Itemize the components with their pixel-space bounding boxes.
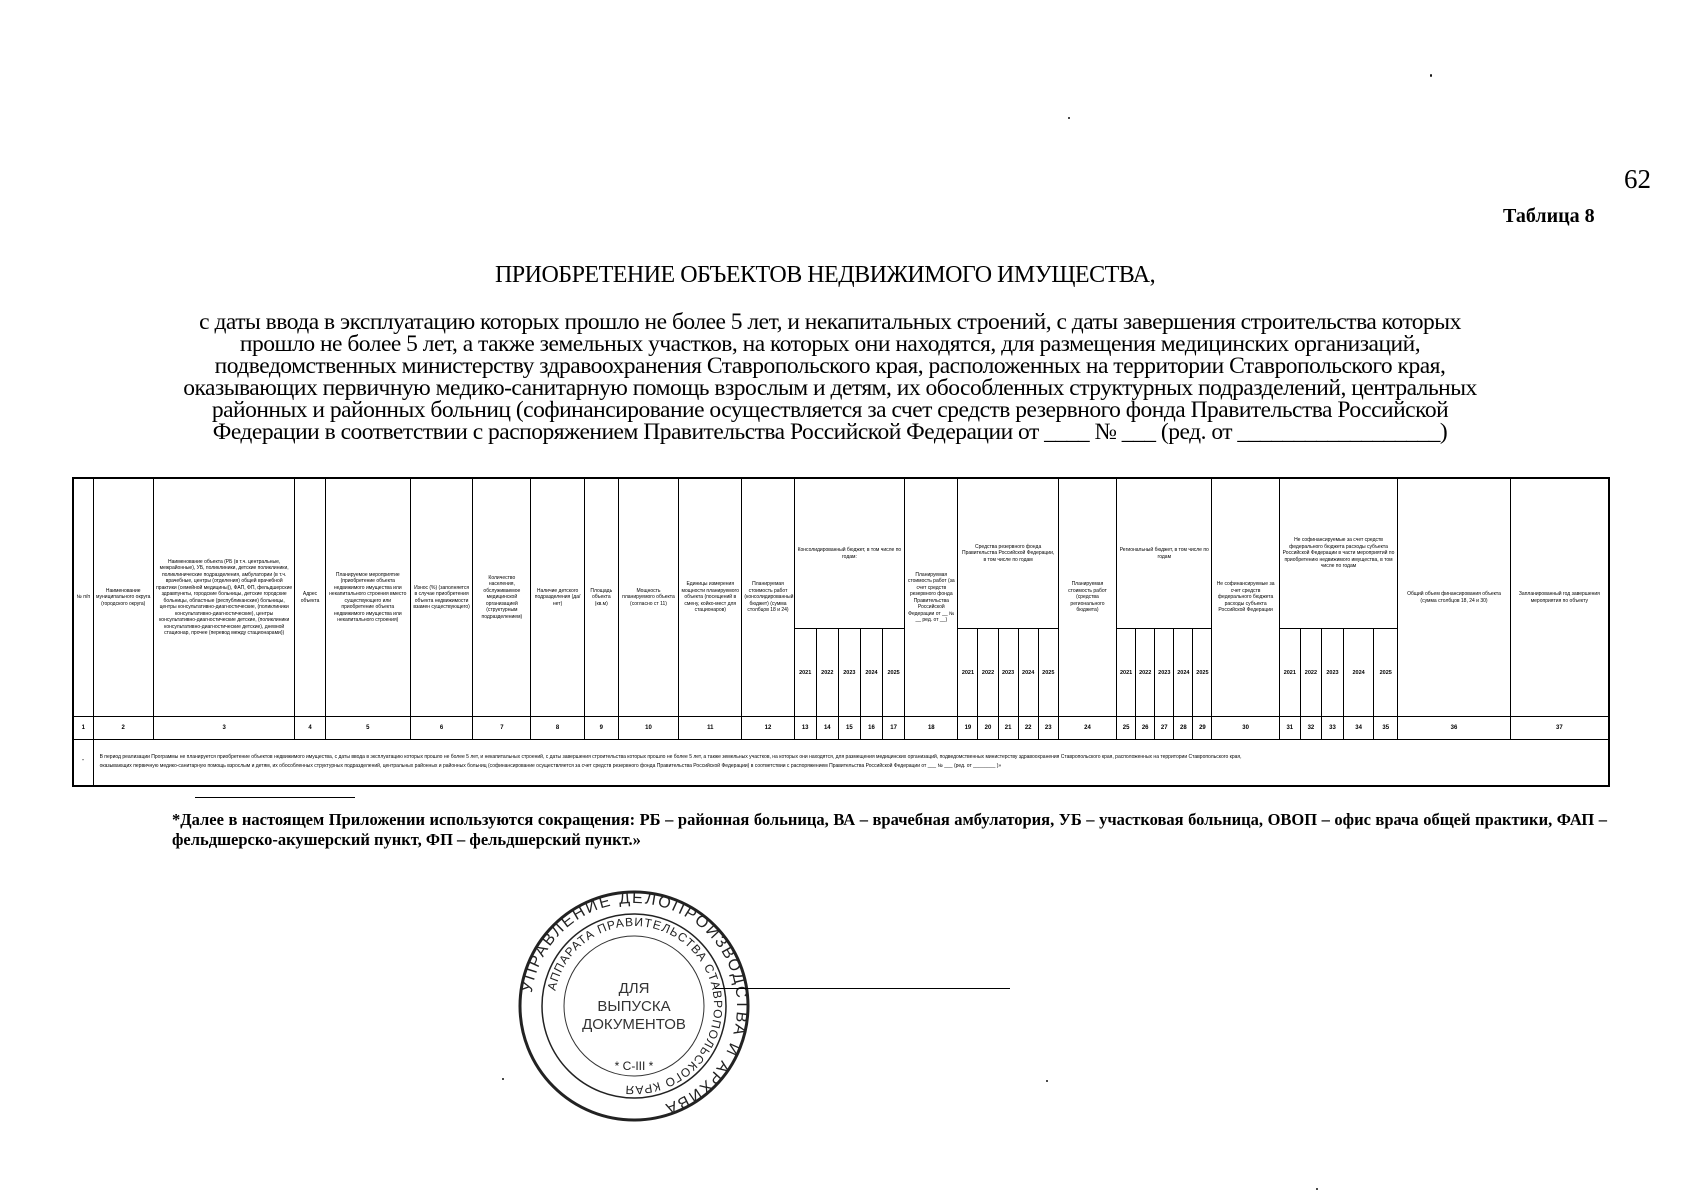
column-number-cell: 15 (838, 717, 860, 739)
stamp-code-text: * С-III * (614, 1059, 654, 1073)
column-number-cell: 1 (73, 717, 93, 739)
subtitle-line: оказывающих первичную медико-санитарную помощь взрослым и детям, их обособленных структурных подразделений, центральных (183, 375, 1477, 401)
document-title: ПРИОБРЕТЕНИЕ ОБЪЕКТОВ НЕДВИЖИМОГО ИМУЩЕСТВА, (494, 262, 1156, 288)
column-number-cell: 17 (883, 717, 905, 739)
column-number-cell: 20 (978, 717, 998, 739)
scan-speck (1430, 74, 1432, 77)
column-number-cell: 8 (531, 717, 584, 739)
header-cell: Наименование объекта (РБ (в т.ч. центральные, межрайонные), УБ, поликлиники, детские поликлиники, поликлинические подразделения, амбулатории (в т.ч. врачебные, центры (отделения) общей врачебной практики (семейной медицины)), ФАП, ФП, фельдшерские здравпункты, городские больницы, детские городские больницы, областные (республиканские) больницы, центры консультативно-диагностические, (поликлиники консультативно-диагностические), центры консультативно-диагностические детские, (поликлиники консультативно-диагностические детские), дневной стационар, прочее (перевод между стационарами)) (153, 478, 295, 717)
column-number-cell: 9 (584, 717, 618, 739)
signature-line (715, 988, 1010, 989)
header-cell: Износ (%) (заполняется в случае приобретения объекта недвижимости взамен существующего) (410, 478, 472, 717)
column-number-cell: 2 (93, 717, 153, 739)
column-number-cell: 32 (1300, 717, 1321, 739)
page-number: 62 (1624, 164, 1651, 194)
column-number-cell: 36 (1398, 717, 1511, 739)
header-cell: Адрес объекта (295, 478, 325, 717)
year-cell: 2022 (1300, 629, 1321, 717)
subtitle-line: подведомственных министерству здравоохранения Ставропольского края, расположенных на территории Ставропольского края, (214, 353, 1446, 379)
stamp-center-text: ДОКУМЕНТОВ (582, 1016, 686, 1033)
column-number-cell: 23 (1038, 717, 1058, 739)
column-number-cell: 29 (1193, 717, 1212, 739)
subtitle-line: прошло не более 5 лет, а также земельных участков, на которых они находятся, для размещения медицинских организаций, (239, 331, 1421, 357)
year-cell: 2025 (883, 629, 905, 717)
subtitle-line: районных и районных больниц (софинансирование осуществляется за счет средств резервного фонда Правительства Российской (211, 397, 1449, 423)
stamp-center-text: ДЛЯ (618, 980, 650, 997)
column-number-cell: 26 (1136, 717, 1155, 739)
round-stamp (516, 888, 752, 1124)
year-cell: 2024 (1344, 629, 1374, 717)
year-cell: 2022 (978, 629, 998, 717)
header-cell: Планируемая стоимость работ (консолидированный бюджет) (сумма столбцов 18 и 24) (742, 478, 794, 717)
header-group-cell: Консолидированный бюджет, в том числе по годам: (794, 478, 905, 629)
stamp-center-text: ВЫПУСКА (597, 998, 671, 1015)
column-number-cell: 7 (473, 717, 531, 739)
subtitle-line: Федерации в соответствии с распоряжением Правительства Российской Федерации от ____ № ___ (ред. от __________________) (212, 419, 1448, 445)
column-number-cell: 28 (1174, 717, 1193, 739)
header-cell: Планируемая стоимость работ (средства регионального бюджета) (1058, 478, 1116, 717)
stamp-middle-text: АППАРАТА ПРАВИТЕЛЬСТВА СТАВРОПОЛЬСКОГО КРАЯ (544, 914, 726, 1098)
header-group-cell: Региональный бюджет, в том числе по годам (1117, 478, 1212, 629)
year-cell: 2025 (1193, 629, 1212, 717)
column-number-cell: 13 (794, 717, 816, 739)
column-number-cell: 6 (410, 717, 472, 739)
footnote: *Далее в настоящем Приложении используются сокращения: РБ – районная больница, ВА – врачебная амбулатория, УБ – участковая больница, ОВОП – офис врача общей практики, ФАП – фельдшерско-акушерский пункт, ФП – фельдшерский пункт.» (172, 810, 1607, 849)
column-number-cell: 33 (1321, 717, 1343, 739)
year-cell: 2022 (1136, 629, 1155, 717)
year-cell: 2024 (860, 629, 882, 717)
table-note-line: оказывающих первичную медико-санитарную помощь взрослым и детям, их обособленных структурных подразделений, центральных районных и районных больниц (софинансирование осуществляется за счет средств резервного фонда Правительства Российской Федерации) в соответствии с распоряжением Правительства Российской Федерации от ___ № ___ (ред. от ________ )» (99, 763, 1002, 770)
column-number-cell: 14 (816, 717, 838, 739)
document-subtitle (80, 311, 1580, 443)
year-cell: 2021 (1117, 629, 1136, 717)
header-cell: Общий объем финансирования объекта (сумма столбцов 18, 24 и 30) (1398, 478, 1511, 717)
header-cell: Не софинансируемые за счет средств федерального бюджета расходы субъекта Российской Федерации (1212, 478, 1279, 717)
header-cell: Количество населения, обслуживаемое медицинской организацией (структурным подразделением) (473, 478, 531, 717)
year-cell: 2023 (998, 629, 1018, 717)
year-cell: 2022 (816, 629, 838, 717)
year-cell: 2023 (838, 629, 860, 717)
column-number-cell: 3 (153, 717, 295, 739)
year-cell: 2024 (1018, 629, 1038, 717)
column-number-cell: 12 (742, 717, 794, 739)
column-number-cell: 31 (1279, 717, 1300, 739)
column-number-cell: 30 (1212, 717, 1279, 739)
header-cell: Запланированный год завершения мероприятия по объекту (1510, 478, 1609, 717)
header-cell: Наименование муниципального округа (городского округа) (93, 478, 153, 717)
data-table (72, 477, 1610, 787)
year-cell: 2021 (1279, 629, 1300, 717)
header-cell: Мощность планируемого объекта (согласно ст 11) (618, 478, 678, 717)
column-number-cell: 37 (1510, 717, 1609, 739)
column-number-cell: 19 (958, 717, 978, 739)
year-cell: 2021 (958, 629, 978, 717)
scan-speck (1068, 117, 1070, 119)
column-number-cell: 5 (325, 717, 410, 739)
column-number-cell: 10 (618, 717, 678, 739)
header-cell: Наличие детского подразделения (да/нет) (531, 478, 584, 717)
column-number-cell: 27 (1155, 717, 1174, 739)
row-marker-cell: " (73, 739, 93, 786)
column-number-cell: 25 (1117, 717, 1136, 739)
table-note-line: В период реализации Программы не планируется приобретение объектов недвижимого имущества, с даты ввода в эксплуатацию которых прошло не более 5 лет, и некапитальных строений, с даты завершения строительства которых прошло не более 5 лет, а также земельных участков, на которых они находятся, для размещения медицинских организаций, подведомственных министерству здравоохранения Ставропольского края, расположенных на территории Ставропольского края, (99, 754, 1242, 761)
year-cell: 2024 (1174, 629, 1193, 717)
column-number-cell: 22 (1018, 717, 1038, 739)
column-number-cell: 4 (295, 717, 325, 739)
column-number-cell: 21 (998, 717, 1018, 739)
year-cell: 2023 (1321, 629, 1343, 717)
year-cell: 2021 (794, 629, 816, 717)
header-cell: Планируемое мероприятие (приобретение объекта недвижимого имущества или некапитального строения вместо существующего или приобретение объекта недвижимого имущества или некапитального строения) (325, 478, 410, 717)
column-number-cell: 24 (1058, 717, 1116, 739)
footnote-separator (195, 797, 355, 798)
year-cell: 2025 (1038, 629, 1058, 717)
stamp-outer-text: УПРАВЛЕНИЕ ДЕЛОПРОИЗВОДСТВА И АРХИВА (518, 889, 751, 1118)
scan-speck (1046, 1080, 1048, 1082)
year-cell: 2025 (1374, 629, 1398, 717)
table-label: Таблица 8 (1503, 205, 1595, 227)
column-number-cell: 16 (860, 717, 882, 739)
header-cell: Единицы измерения мощности планируемого объекта (посещений в смену, койко-мест для стационаров) (679, 478, 742, 717)
header-group-cell: Не софинансируемые за счет средств федерального бюджета расходы субъекта Российской Федерации в части мероприятий по приобретению недвижимого имущества, в том числе по годам (1279, 478, 1398, 629)
column-number-cell: 34 (1344, 717, 1374, 739)
header-group-cell: Средства резервного фонда Правительства Российской Федерации, в том числе по годам (958, 478, 1058, 629)
table-note-cell (93, 739, 1609, 786)
column-number-cell: 11 (679, 717, 742, 739)
header-cell: № п/п (73, 478, 93, 717)
subtitle-line: с даты ввода в эксплуатацию которых прошло не более 5 лет, и некапитальных строений, с даты завершения строительства которых (199, 309, 1461, 335)
year-cell: 2023 (1155, 629, 1174, 717)
column-number-cell: 35 (1374, 717, 1398, 739)
header-cell: Площадь объекта (кв.м) (584, 478, 618, 717)
scan-speck (1316, 1188, 1318, 1190)
header-cell: Планируемая стоимость работ (за счет средств резервного фонда Правительства Российской Федерации от __ № __ ред. от __) (905, 478, 958, 717)
column-number-cell: 18 (905, 717, 958, 739)
scan-speck (502, 1078, 504, 1080)
